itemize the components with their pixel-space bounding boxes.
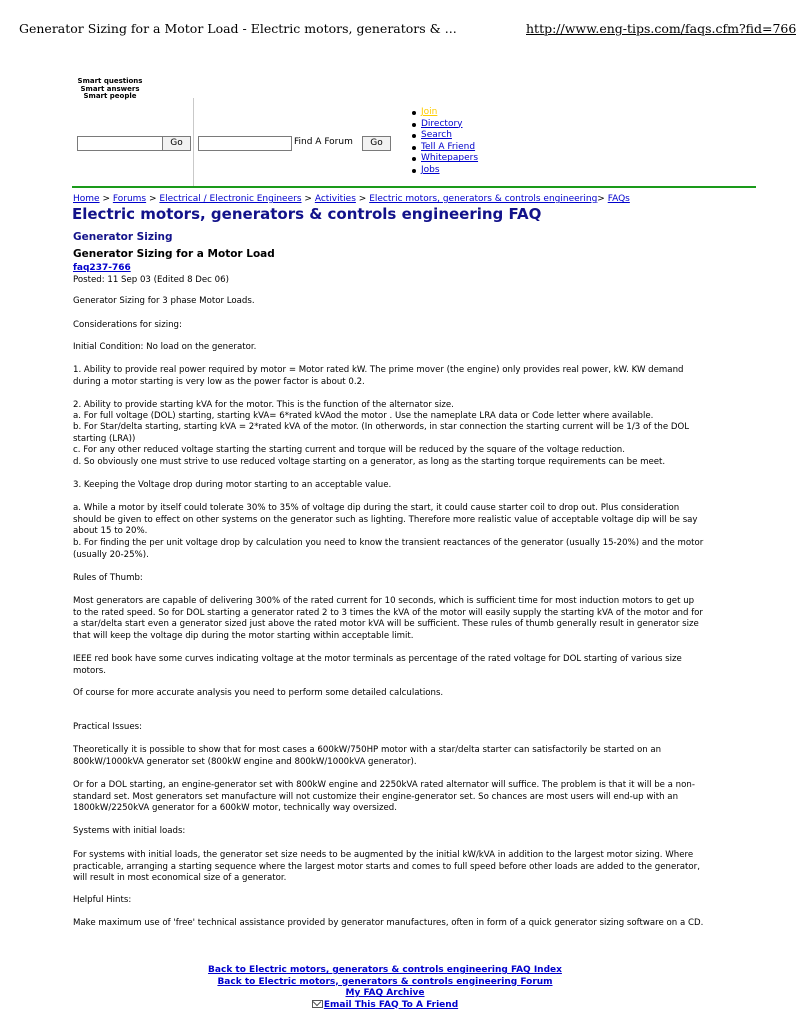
body-paragraph: Helpful Hints: <box>73 895 132 905</box>
page-title: Electric motors, generators & controls engineering FAQ <box>72 205 542 223</box>
body-paragraph: d. So obviously one must strive to use reduced voltage starting on a generator, as long as the starting torque requirements can be meet. <box>73 457 666 467</box>
nav-item-jobs[interactable] <box>411 165 478 177</box>
faq-id-link[interactable]: faq237-766 <box>73 263 131 273</box>
nav-item-whitepapers[interactable] <box>411 153 478 165</box>
nav-item-tell-a-friend[interactable] <box>411 142 478 154</box>
breadcrumb-separator: > <box>148 194 157 204</box>
body-paragraph: Systems with initial loads: <box>73 826 186 836</box>
faq-title: Generator Sizing for a Motor Load <box>73 248 275 260</box>
find-forum-label: Find A Forum <box>294 137 353 147</box>
breadcrumb-forums[interactable]: Forums <box>112 194 147 204</box>
body-paragraph: Considerations for sizing: <box>73 320 182 330</box>
body-paragraph: Of course for more accurate analysis you need to perform some detailed calculations. <box>73 688 444 698</box>
site-nav <box>411 107 478 177</box>
back-to-faq-index-link[interactable]: Back to Electric motors, generators & controls engineering FAQ Index <box>208 965 562 975</box>
breadcrumb <box>73 194 630 204</box>
back-to-forum-link[interactable]: Back to Electric motors, generators & controls engineering Forum <box>217 976 553 987</box>
breadcrumb-separator: > <box>304 194 312 204</box>
email-faq-link[interactable]: Email This FAQ To A Friend <box>323 999 459 1010</box>
body-paragraph: For systems with initial loads, the generator set size needs to be augmented by the initial kW/kVA in addition to the largest motor sizing. Where practicable, arranging a starting sequence where the largest motor starts and comes to full speed before other loads are added to the generator, will result in most economical size of a generator. <box>73 850 700 883</box>
nav-link-directory[interactable]: Directory <box>421 118 463 129</box>
breadcrumb-home[interactable]: Home <box>73 194 100 204</box>
body-paragraph: a. For full voltage (DOL) starting, starting kVA= 6*rated kVAod the motor . Use the nameplate LRA data or Code letter where available. <box>73 411 654 421</box>
nav-item-directory[interactable] <box>411 119 478 131</box>
header-rule <box>72 186 756 188</box>
tagline-line: Smart people <box>83 92 137 100</box>
print-header <box>0 0 796 40</box>
nav-link-whitepapers[interactable]: Whitepapers <box>421 153 479 164</box>
body-paragraph: c. For any other reduced voltage starting the starting current and torque will be reduced by the square of the voltage reduction. <box>73 445 625 455</box>
header-divider <box>193 98 194 186</box>
breadcrumb-separator: > <box>358 194 367 204</box>
body-paragraph: Initial Condition: No load on the generator. <box>73 342 257 352</box>
body-paragraph: Most generators are capable of delivering 300% of the rated current for 10 seconds, which is sufficient time for most induction motors to get up to the rated speed. So for DOL starting a generator rated 2 to 3 times the kVA of the motor will easily supply the starting kVA of the motor and for a star/delta start even a generator sized just above the rated motor kVA will be sufficient. These rules of thumb generally result in generator size that will keep the voltage dip during the motor starting within acceptable limit. <box>73 596 703 641</box>
body-paragraph: 2. Ability to provide starting kVA for the motor. This is the function of the alternator size. <box>73 400 454 410</box>
body-paragraph: Theoretically it is possible to show that for most cases a 600kW/750HP motor with a star/delta starter can satisfactorily be started on an 800kW/1000kVA generator set (800kW engine and 800kW/1000kVA generator). <box>73 745 662 767</box>
body-paragraph: Make maximum use of 'free' technical assistance provided by generator manufactures, often in form of a quick generator sizing software on a CD. <box>73 918 704 928</box>
body-paragraph: Or for a DOL starting, an engine-generator set with 800kW engine and 2250kVA rated alternator will suffice. The problem is that it will be a non-standard set. Most generators set manufacture will not customize their engine-generator set. So chances are most users will end-up with an 1800kW/2250kVA generator for a 600kW motor, technically way oversized. <box>73 780 695 813</box>
footer-links <box>70 965 700 1011</box>
body-paragraph: Generator Sizing for 3 phase Motor Loads. <box>73 296 255 306</box>
breadcrumb-separator: > <box>597 194 605 204</box>
body-paragraph: 3. Keeping the Voltage drop during motor starting to an acceptable value. <box>73 480 392 490</box>
site-search-go-button[interactable]: Go <box>162 136 191 151</box>
breadcrumb-activities[interactable]: Activities <box>314 194 356 204</box>
site-tagline <box>70 78 150 101</box>
body-paragraph: b. For Star/delta starting, starting kVA = 2*rated kVA of the motor. (In otherwords, in star connection the starting current will be 1/3 of the DOL starting (LRA)) <box>73 422 690 444</box>
nav-item-search[interactable] <box>411 130 478 142</box>
tagline-line: Smart questions <box>77 77 143 85</box>
body-paragraph: b. For finding the per unit voltage drop by calculation you need to know the transient reactances of the generator (usually 15-20%) and the motor (usually 20-25%). <box>73 538 704 560</box>
print-page-title: Generator Sizing for a Motor Load - Electric motors, generators & ... <box>19 21 457 36</box>
nav-link-tell-a-friend[interactable]: Tell A Friend <box>421 141 476 152</box>
body-paragraph: Practical Issues: <box>73 722 143 732</box>
posted-date: Posted: 11 Sep 03 (Edited 8 Dec 06) <box>73 275 229 285</box>
find-forum-input[interactable] <box>198 136 292 151</box>
nav-link-jobs[interactable]: Jobs <box>421 164 440 175</box>
nav-link-search[interactable]: Search <box>421 130 452 141</box>
body-paragraph: Rules of Thumb: <box>73 573 143 583</box>
nav-link-join[interactable]: Join <box>421 107 438 117</box>
nav-item-join[interactable] <box>411 107 478 119</box>
body-paragraph: IEEE red book have some curves indicating voltage at the motor terminals as percentage of the rated voltage for DOL starting of various size motors. <box>73 654 682 676</box>
my-faq-archive-link[interactable]: My FAQ Archive <box>345 988 425 998</box>
site-search-input[interactable] <box>77 136 163 151</box>
breadcrumb-forum[interactable]: Electric motors, generators & controls engineering <box>369 194 598 204</box>
tagline-line: Smart answers <box>80 84 140 93</box>
find-forum-go-button[interactable]: Go <box>362 136 391 151</box>
faq-category: Generator Sizing <box>73 231 173 243</box>
body-paragraph: a. While a motor by itself could tolerate 30% to 35% of voltage dip during the start, it could cause starter coil to drop out. Plus consideration should be given to effect on other systems on the generator such as lighting. Therefore more realistic value of acceptable voltage dip will be say about 15 to 20%. <box>73 503 698 536</box>
body-paragraph: 1. Ability to provide real power required by motor = Motor rated kW. The prime mover (the engine) only provides real power, kW. KW demand during a motor starting is very low as the power factor is about 0.2. <box>73 365 684 387</box>
mail-icon <box>312 1000 323 1008</box>
print-page-url[interactable]: http://www.eng-tips.com/faqs.cfm?fid=766 <box>526 21 796 36</box>
breadcrumb-separator: > <box>102 194 110 204</box>
breadcrumb-faqs[interactable]: FAQs <box>607 194 630 204</box>
breadcrumb-electrical[interactable]: Electrical / Electronic Engineers <box>159 194 302 204</box>
